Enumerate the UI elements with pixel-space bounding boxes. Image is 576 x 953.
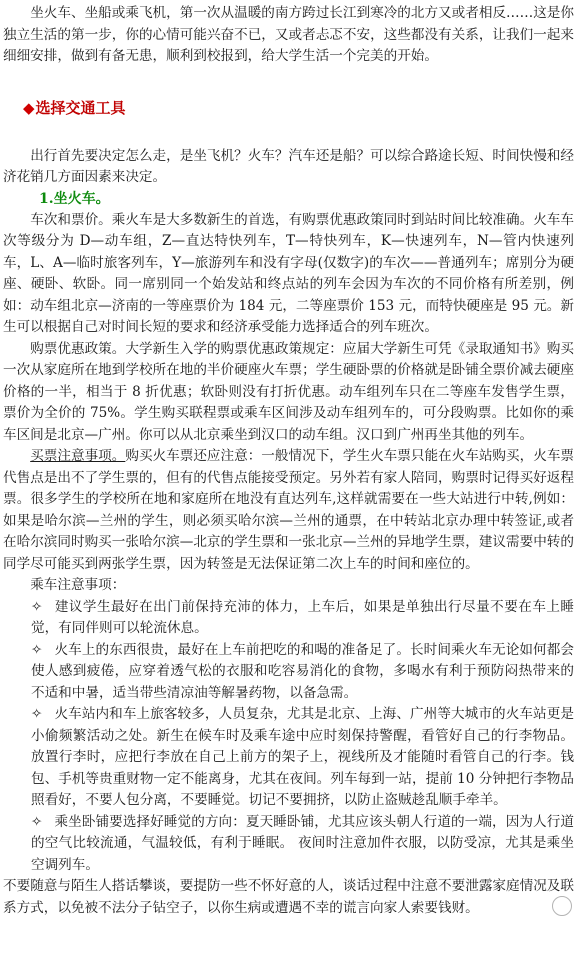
- list-item: [3, 640, 574, 705]
- section-intro-paragraph: 出行首先要决定怎么走，是坐飞机？火车？汽车还是船？可以综合路途长短、时间快慢和经济花销几方面因素来决定。: [3, 147, 574, 185]
- buy-notes-label: 买票注意事项。: [30, 448, 126, 464]
- list-item: [3, 597, 574, 640]
- sparkle-bullet-icon: ✧: [31, 813, 43, 830]
- list-item-text: 火车上的东西很贵，最好在上车前把吃的和喝的准备足了。长时间乘火车无论如何都会使人感到疲倦，应穿着透气松的衣服和吃容易消化的食物，多喝水有利于预防闷热带来的不适和中暑，适当带些清凉油等解暑药物，以备急需。: [31, 641, 574, 701]
- list-item: [3, 704, 574, 812]
- train-types-paragraph: 车次和票价。乘火车是大多数新生的首选，有购票优惠政策同时到站时间比较准确。火车车次等级分为 D—动车组，Z—直达特快列车，T—特快列车，K—快速列车，N—管内快速列车，L、A—临时旅客列车，Y—旅游列车和没有字母(仅数字)的车次——普通列车；席别分为硬座、硬卧、软卧。同一席别同一个始发站和终点站的列车会因为车次的不同价格有所差别，例如：动车组北京—济南的一等座票价为 184 元，二等座票价 153 元，而特快硬座是 95 元。新生可以根据自己对时间长短的要求和经济承受能力选择适合的列车班次。: [3, 211, 574, 335]
- sparkle-bullet-icon: ✧: [31, 706, 43, 722]
- list-item-text: 火车站内和车上旅客较多，人员复杂，尤其是北京、上海、广州等大城市的火车站更是小偷频繁活动之处。新生在候车时及乘车途中应时刻保持警醒，看管好自己的行李物品。放置行李时，应把行李放在自己上前方的架子上，视线所及才能随时看管自己的行李。钱包、手机等贵重财物一定不能离身，尤其在夜间。列车每到一站，提前 10 分钟把行李物品照看好，不要人包分离，不要睡觉。切记不要拥挤，以防止盗贼趁乱顺手牵羊。: [31, 706, 574, 808]
- sparkle-bullet-icon: ✧: [31, 641, 43, 658]
- closing-paragraph: 不要随意与陌生人搭话攀谈，要提防一些不怀好意的人，谈话过程中注意不要泄露家庭情况及联系方式，以免被不法分子钻空子，以你生病或遭遇不幸的谎言向家人索要钱财。: [3, 878, 574, 916]
- diamond-icon: ◆: [23, 98, 35, 117]
- list-item-text: 乘坐卧铺要选择好睡觉的方向：夏天睡卧铺，尤其应该头朝人行道的一端，因为人行道的空气比较流通，气温较低，有利于睡眠。 夜间时注意加件衣服，以防受凉，尤其是乘坐空调列车。: [31, 813, 574, 873]
- buy-notes-text: 购买火车票还应注意：一般情况下，学生火车票只能在火车站购买，火车票代售点是出不了学生票的，但有的代售点能接受预定。另外若有家人陪同，购票时记得买好返程票。很多学生的学校所在地和家庭所在地没有直达列车,这样就需要在一些大站进行中转,例如：如果是哈尔滨—兰州的学生，则必须买哈尔滨—兰州的通票，在中转站北京办理中转签证,或者在哈尔滨同时购买一张哈尔滨—北京的学生票和一张北京—兰州的异地学生票，建议需要中转的同学尽可能买到两张学生票，因为转签是无法保证第二次上车的时间和座位的。: [3, 448, 575, 572]
- watermark-logo-icon: [552, 896, 572, 916]
- watermark: [346, 895, 576, 917]
- section-heading-text: 选择交通工具: [35, 98, 126, 117]
- intro-paragraph: 坐火车、坐船或乘飞机，第一次从温暖的南方跨过长江到寒冷的北方又或者相反……这是你独立生活的第一步，你的心情可能兴奋不已，又或者忐忑不安，这些都没有关系，让我们一起来细细安排，做到有备无患，顺利到校报到，给大学生活一个完美的开始。: [3, 5, 574, 64]
- ride-notes-label: 乘车注意事项：: [30, 577, 126, 593]
- list-item-text: 建议学生最好在出门前保持充沛的体力，上车后，如果是单独出行尽量不要在车上睡觉，有同伴则可以轮流休息。: [31, 598, 574, 636]
- discount-paragraph: 购票优惠政策。大学新生入学的购票优惠政策规定：应届大学新生可凭《录取通知书》购买一次从家庭所在地到学校所在地的半价硬座火车票；学生硬卧票的价格就是卧铺全票价减去硬座价格的一半，相当于 8 折优惠；软卧则没有打折优惠。动车组列车只在二等座车发售学生票，票价为全价的 75%。学生购买联程票或乘车区间涉及动车组列车的，可分段购票。比如你的乘车区间是北京—广州。你可以从北京乘坐到汉口的动车组。汉口到广州再坐其他的列车。: [3, 340, 574, 443]
- buy-notes-paragraph: [3, 446, 574, 575]
- sparkle-bullet-icon: ✧: [31, 598, 43, 615]
- list-item: [3, 812, 574, 877]
- section-heading: [23, 98, 574, 118]
- ride-notes-list: [3, 597, 574, 877]
- subsection-title: 1.坐火车。: [39, 190, 110, 207]
